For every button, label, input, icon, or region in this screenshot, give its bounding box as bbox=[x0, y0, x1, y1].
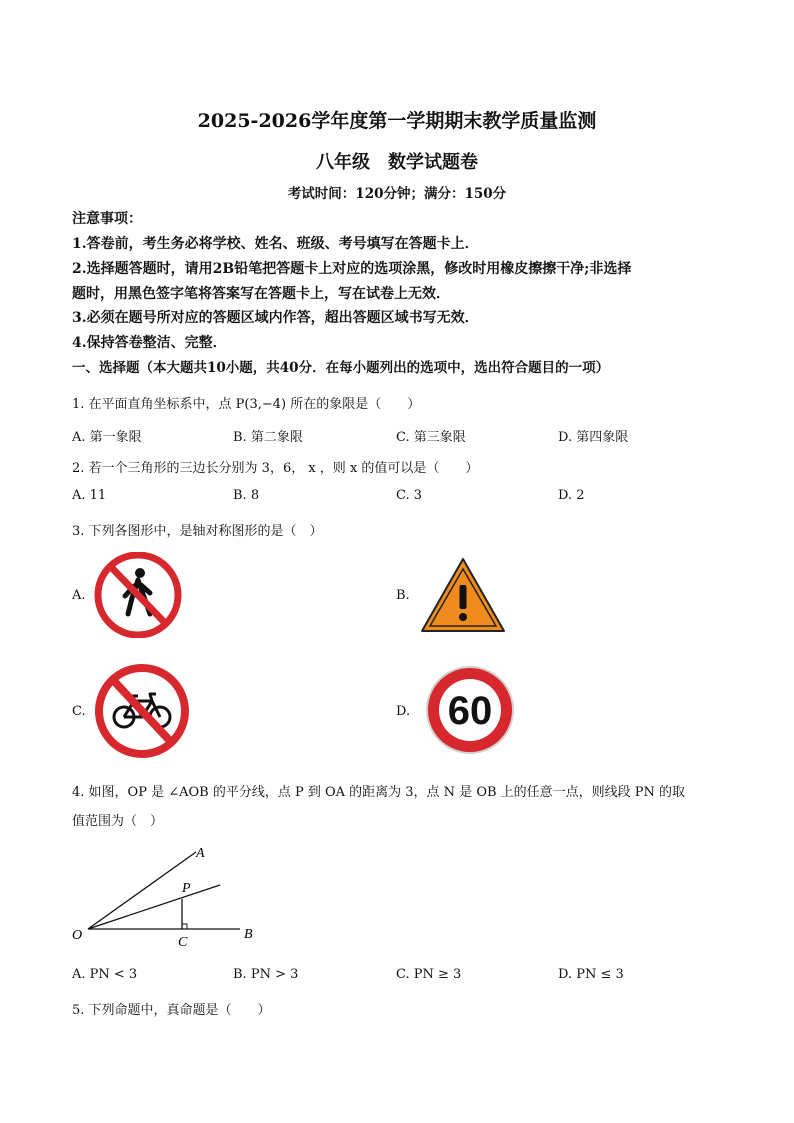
q3-option-d: D. bbox=[396, 704, 411, 719]
q4-option-a: A. PN < 3 bbox=[72, 967, 138, 982]
question-4-line-2: 值范围为（ ） bbox=[72, 814, 164, 829]
question-4-line-1: 4. 如图，OP 是 ∠AOB 的平分线，点 P 到 OA 的距离为 3，点 N 是 OB 上的任意一点，则线段 PN 的取 bbox=[72, 785, 686, 800]
note-item-2: 2.选择题答题时，请用2B铅笔把答题卡上对应的选项涂黑，修改时用橡皮擦擦干净;非选择 bbox=[72, 261, 632, 277]
q2-option-a: A. 11 bbox=[72, 488, 107, 503]
q3-option-a: A. bbox=[72, 588, 86, 603]
speed-limit-sign-icon bbox=[422, 664, 518, 756]
speed-limit-value: 60 bbox=[447, 689, 493, 733]
q4-option-d: D. PN ≤ 3 bbox=[558, 967, 624, 982]
warning-exclamation-sign-icon bbox=[418, 555, 508, 635]
note-item-3: 3.必须在题号所对应的答题区域内作答，超出答题区域书写无效． bbox=[72, 310, 479, 326]
angle-bisector-figure bbox=[68, 840, 268, 950]
figure-label-p: P bbox=[182, 881, 191, 896]
question-2: 2. 若一个三角形的三边长分别为 3，6， x ，则 x 的值可以是（ ） bbox=[72, 461, 479, 476]
question-3: 3. 下列各图形中，是轴对称图形的是（ ） bbox=[72, 524, 323, 539]
q4-option-b: B. PN > 3 bbox=[233, 967, 299, 982]
exam-info: 考试时间：120分钟；满分：150分 bbox=[287, 186, 507, 202]
no-pedestrian-sign-icon bbox=[94, 552, 182, 638]
q1-option-d: D. 第四象限 bbox=[558, 430, 629, 445]
q2-option-b: B. 8 bbox=[233, 488, 260, 503]
q4-option-c: C. PN ≥ 3 bbox=[396, 967, 462, 982]
note-item-2-cont: 题时，用黑色签字笔将答案写在答题卡上，写在试卷上无效． bbox=[72, 286, 450, 302]
exam-subtitle: 八年级 数学试题卷 bbox=[316, 152, 478, 173]
q1-option-b: B. 第二象限 bbox=[233, 430, 303, 445]
figure-label-c: C bbox=[178, 935, 188, 950]
figure-label-a: A bbox=[196, 846, 205, 861]
note-item-1: 1.答卷前，考生务必将学校、姓名、班级、考号填写在答题卡上． bbox=[72, 236, 479, 252]
notes-heading: 注意事项： bbox=[72, 211, 142, 227]
q1-option-a: A. 第一象限 bbox=[72, 430, 142, 445]
question-1: 1. 在平面直角坐标系中，点 P(3,−4) 所在的象限是（ ） bbox=[72, 397, 421, 412]
q3-option-c: C. bbox=[72, 704, 86, 719]
figure-label-o: O bbox=[72, 928, 83, 943]
q2-option-d: D. 2 bbox=[558, 488, 585, 503]
q2-option-c: C. 3 bbox=[396, 488, 423, 503]
figure-label-b: B bbox=[244, 927, 253, 942]
note-item-4: 4.保持答卷整洁、完整． bbox=[72, 335, 227, 351]
no-bicycle-sign-icon bbox=[94, 664, 190, 758]
question-5: 5. 下列命题中，真命题是（ ） bbox=[72, 1003, 271, 1018]
exam-title: 2025-2026学年度第一学期期末教学质量监测 bbox=[197, 110, 597, 132]
section-heading: 一、选择题（本大题共10小题，共40分．在每小题列出的选项中，选出符合题目的一项） bbox=[72, 360, 610, 376]
q3-option-b: B. bbox=[396, 588, 410, 603]
q1-option-c: C. 第三象限 bbox=[396, 430, 466, 445]
